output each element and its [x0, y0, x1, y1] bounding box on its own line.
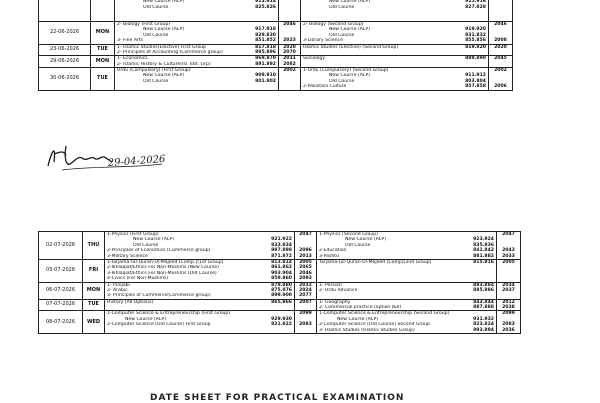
exam-date: 07-07-2026: [39, 299, 83, 311]
subject-code: 2007: [299, 299, 312, 305]
subject-code: 2032: [299, 282, 312, 288]
first-group-codes: [279, 56, 301, 68]
exam-date: 08-07-2026: [39, 311, 83, 334]
subject-text: 1-Physics (Second Group): [319, 232, 378, 237]
subject-text: 1-Urdu (Compulsory) (Second Group): [303, 68, 389, 74]
first-group-subjects: [105, 259, 295, 282]
paper-code: 813.814: [271, 259, 292, 265]
subject-text: 1- Punjabi: [107, 282, 130, 288]
subject-text: 2-Ikhlaqiat/Ethics For Non-Muslims (New Course): [107, 265, 219, 271]
second-group-subjects: [317, 282, 497, 299]
subject-code: 2005: [502, 259, 515, 265]
subject-text: 2- Commercial practice (option I&II): [319, 305, 402, 311]
subject-text: 1-Computer Science & Entrepreneurship (First Group): [107, 311, 231, 317]
subject-code: 2096: [299, 248, 312, 254]
first-group-codes: [279, 0, 301, 21]
paper-code: 909.910: [255, 73, 276, 79]
subject-text: 2- Biology (First Group): [117, 21, 171, 27]
subject-text: 1- Economics: [117, 56, 148, 62]
exam-date: 03-07-2026: [39, 259, 83, 282]
subject-text: 3-Military Science: [107, 253, 148, 259]
second-group-subjects: [301, 21, 489, 44]
subject-line: [319, 260, 494, 265]
paper-code: 831.832: [465, 32, 486, 38]
subject-text: Tarjama-Tul-Quran-Ul-Majeed (Comp)(2nd Group): [319, 259, 432, 265]
subject-code: 2070: [283, 49, 296, 55]
first-group-subjects: [115, 44, 279, 56]
paper-code: 823.824: [473, 322, 494, 328]
handwritten-signature: [42, 136, 192, 178]
date-sheet-table-top: [38, 0, 513, 91]
subject-code: 2093: [299, 276, 312, 282]
second-group-codes: [489, 56, 513, 68]
first-group-subjects: [105, 282, 295, 299]
table-row: [39, 282, 521, 299]
subject-line: [107, 300, 292, 305]
paper-code: 815.816: [473, 259, 494, 265]
table-row: [39, 68, 513, 91]
subject-code: 2038: [502, 305, 515, 311]
subject-line: [117, 16, 276, 21]
subject-line: [107, 254, 292, 259]
second-group-codes: [497, 299, 521, 311]
subject-code: 2005: [299, 259, 312, 265]
subject-line: [117, 50, 276, 55]
paper-code: 893.894: [473, 327, 494, 333]
paper-code: 891.892: [255, 61, 276, 67]
subject-text: 2- Biology (Second Group): [303, 21, 364, 27]
subject-text: Old Course: [143, 4, 169, 10]
subject-text: 3-Pashto: [319, 253, 339, 259]
table-row: [39, 259, 521, 282]
subject-line: [303, 5, 486, 10]
paper-code: 929.930: [271, 316, 292, 322]
subject-code: 2011: [283, 56, 296, 62]
footer-title: DATE SHEET FOR PRACTICAL EXAMINATION: [150, 393, 405, 403]
first-group-codes: [295, 232, 317, 260]
subject-text: 1- Persian: [319, 282, 342, 288]
paper-code: 801.802: [255, 78, 276, 84]
subject-text: New Course (ALP): [133, 237, 175, 243]
subject-code: 2006: [494, 84, 507, 90]
subject-text: 3- Principles of Commerce(Commerce group): [107, 293, 211, 299]
subject-text: Old Course: [143, 32, 169, 38]
paper-code: 851.852: [255, 38, 276, 44]
subject-code: 2023: [283, 38, 296, 44]
subject-text: Islamic Studies (Elective) (Second Group): [303, 44, 399, 50]
exam-date: 30-06-2026: [39, 68, 91, 91]
second-group-subjects: [301, 0, 489, 21]
second-group-codes: [497, 282, 521, 299]
second-group-subjects: [317, 232, 497, 260]
subject-text: 4-Civics (For Non-Muslims): [107, 276, 169, 282]
paper-code: 843.844: [473, 299, 494, 305]
exam-day: MON: [91, 56, 115, 68]
subject-line: [319, 254, 494, 259]
exam-date: 29-06-2026: [39, 56, 91, 68]
paper-code: 911.912: [465, 73, 486, 79]
first-group-codes: [295, 299, 317, 311]
subject-text: New Course (ALP): [125, 316, 167, 322]
subject-text: 2-Computer Science (Old Course) Second Group: [319, 322, 430, 328]
subject-code: [491, 5, 510, 10]
subject-text: New Course (ALP): [143, 73, 185, 79]
subject-code: 2047: [299, 232, 312, 237]
subject-line: [107, 322, 292, 327]
subject-text: 2-Principles of Economics (Commerce group): [107, 248, 211, 254]
paper-code: 857.858: [465, 84, 486, 90]
first-group-codes: [295, 311, 317, 334]
subject-text: 2- Urdu Advance: [319, 287, 358, 293]
subject-code: 2002: [283, 68, 296, 74]
paper-code: 827.828: [465, 4, 486, 10]
signature-date: 29-04-2026: [107, 153, 166, 169]
first-group-codes: [295, 282, 317, 299]
subject-text: History (All Options): [107, 299, 154, 305]
first-group-codes: [279, 21, 301, 44]
second-group-codes: [489, 21, 513, 44]
subject-code: 2065: [299, 265, 312, 271]
paper-code: 913.914: [255, 0, 276, 5]
first-group-subjects: [105, 232, 295, 260]
exam-day: THU: [83, 232, 105, 260]
exam-date: 02-07-2026: [39, 232, 83, 260]
subject-text: 3-Ikhlaqiat/Ethics For Non-Muslims (Old Course): [107, 270, 217, 276]
paper-code: 917.918: [255, 27, 276, 33]
paper-code: 869.870: [255, 56, 276, 62]
subject-text: Old Course: [143, 78, 169, 84]
exam-day: FRI: [83, 259, 105, 282]
subject-line: [117, 38, 276, 43]
subject-code: 2037: [502, 287, 515, 293]
second-group-subjects: [317, 259, 497, 282]
paper-code: 903.904: [271, 270, 292, 276]
second-group-codes: [489, 68, 513, 91]
subject-text: 3- Fine Arts: [117, 38, 144, 44]
second-group-subjects: [301, 68, 489, 91]
exam-date: 22-06-2026: [39, 21, 91, 44]
subject-text: Sociology: [303, 56, 326, 62]
table-row: [39, 299, 521, 311]
subject-text: New Course (ALP): [329, 73, 371, 79]
subject-code: 2008: [494, 38, 507, 44]
subject-text: 1-Computer Science & Entrepreneurship (Second Group): [319, 311, 450, 317]
subject-code: 2002: [494, 68, 507, 74]
subject-code: 2020: [283, 44, 296, 50]
first-group-subjects: [115, 56, 279, 68]
exam-day: TUE: [91, 44, 115, 56]
subject-text: 1- Geography: [319, 299, 351, 305]
subject-code: 2033: [502, 253, 515, 259]
subject-code: 2077: [299, 293, 312, 299]
paper-code: 861.862: [271, 265, 292, 271]
subject-text: Old Course: [329, 78, 355, 84]
subject-code: 2083: [502, 322, 515, 328]
exam-day: TUE: [91, 68, 115, 91]
subject-code: 2083: [299, 322, 312, 328]
subject-code: [281, 79, 298, 84]
subject-text: Old Course: [133, 242, 159, 248]
paper-code: 833.834: [271, 242, 292, 248]
second-group-codes: [489, 44, 513, 56]
subject-text: 1- Islamic Studies(Elective) First Group: [117, 44, 206, 50]
paper-code: 931.932: [473, 316, 494, 322]
table-row: [39, 311, 521, 334]
subject-text: New Course (ALP): [329, 0, 371, 5]
subject-text: New Course (ALP): [337, 316, 379, 322]
first-group-subjects: [115, 21, 279, 44]
first-group-codes: [279, 68, 301, 91]
subject-text: 1-Tarjama-Tul-Quran-Ul-Majeed (Comp.)(1st Group): [107, 259, 224, 265]
exam-day: TUE: [83, 299, 105, 311]
exam-date: 06-07-2026: [39, 282, 83, 299]
subject-text: 2-Computer Science (Old Course) First Group: [107, 322, 211, 328]
paper-code: 881.882: [473, 253, 494, 259]
second-group-codes: [489, 0, 513, 21]
first-group-codes: [279, 44, 301, 56]
exam-day: WED: [83, 311, 105, 334]
subject-code: 2046: [283, 21, 296, 27]
subject-code: 2012: [502, 299, 515, 305]
subject-text: 1-Physics (First Group): [107, 232, 159, 237]
exam-date: 23-06-2026: [39, 44, 91, 56]
subject-text: 2- Islamic History & Culture(Isl. Std. Grp): [117, 61, 211, 67]
second-group-subjects: [317, 311, 497, 334]
subject-text: New Course (ALP): [143, 0, 185, 5]
subject-text: Old Course: [329, 4, 355, 10]
subject-code: 2045: [494, 56, 507, 62]
paper-code: 895.896: [255, 49, 276, 55]
second-group-codes: [497, 259, 521, 282]
first-group-subjects: [115, 68, 279, 91]
subject-line: [107, 276, 292, 281]
table-row: [39, 44, 513, 56]
paper-code: 803.804: [465, 78, 486, 84]
subject-code: 2046: [299, 270, 312, 276]
subject-line: [117, 79, 276, 84]
table-row: [39, 21, 513, 44]
subject-text: New Course (ALP): [345, 237, 387, 243]
first-group-subjects: [115, 0, 279, 21]
paper-code: 885.886: [473, 287, 494, 293]
subject-code: 2034: [502, 282, 515, 288]
second-group-subjects: [301, 44, 489, 56]
paper-code: 835.836: [473, 242, 494, 248]
first-group-codes: [295, 259, 317, 282]
subject-code: 2047: [502, 232, 515, 237]
subject-code: 2099: [299, 311, 312, 317]
subject-line: [319, 305, 494, 310]
paper-code: 829.830: [255, 32, 276, 38]
subject-text: Old Course: [329, 32, 355, 38]
table-row: [39, 232, 521, 260]
paper-code: 821.822: [271, 322, 292, 328]
paper-code: 819.820: [465, 44, 486, 50]
subject-line: [107, 293, 292, 298]
subject-line: [319, 288, 494, 293]
subject-text: New Course (ALP): [329, 27, 371, 33]
date-sheet-table-bottom: [38, 231, 521, 334]
subject-line: [303, 84, 486, 89]
subject-code: 2082: [283, 61, 296, 67]
subject-code: 2043: [502, 248, 515, 254]
paper-code: 897.898: [271, 248, 292, 254]
subject-code: 2024: [299, 287, 312, 293]
subject-line: [303, 56, 486, 61]
subject-line: [303, 38, 486, 43]
paper-code: 825.826: [255, 4, 276, 10]
paper-code: 855.856: [465, 38, 486, 44]
subject-text: 3- Islamic Studies (Islamic Studies Group): [319, 327, 415, 333]
subject-text: 2- Arabic: [107, 287, 128, 293]
subject-code: 2036: [502, 327, 515, 333]
paper-code: 875.876: [271, 287, 292, 293]
paper-code: 817.818: [255, 44, 276, 50]
second-group-subjects: [301, 56, 489, 68]
paper-code: 921.922: [271, 237, 292, 243]
second-group-codes: [497, 232, 521, 260]
exam-date: [39, 0, 91, 21]
subject-code: [281, 16, 298, 21]
paper-code: 923.924: [473, 237, 494, 243]
paper-code: 899.900: [271, 293, 292, 299]
paper-code: 859.860: [271, 276, 292, 282]
paper-code: 889.890: [465, 56, 486, 62]
subject-text: Old Course: [345, 242, 371, 248]
subject-line: [303, 45, 486, 50]
paper-code: 883.884: [473, 282, 494, 288]
second-group-codes: [497, 311, 521, 334]
subject-text: New Course (ALP): [143, 27, 185, 33]
paper-code: 879.880: [271, 282, 292, 288]
paper-code: 887.888: [473, 305, 494, 311]
subject-code: 2020: [494, 44, 507, 50]
paper-code: 919.920: [465, 27, 486, 33]
subject-line: [117, 62, 276, 67]
second-group-subjects: [317, 299, 497, 311]
subject-code: 2013: [299, 253, 312, 259]
first-group-subjects: [105, 311, 295, 334]
paper-code: 841.842: [473, 248, 494, 254]
exam-day: MON: [91, 21, 115, 44]
exam-day: [91, 0, 115, 21]
subject-text: 2- Principles of Accounting (Commerce group): [117, 49, 223, 55]
subject-text: Urdu (Compulsory) (First Group): [117, 68, 191, 74]
table-row: [39, 56, 513, 68]
first-group-subjects: [105, 299, 295, 311]
subject-text: 3-Library Science: [303, 38, 343, 44]
exam-day: MON: [83, 282, 105, 299]
subject-code: 2099: [502, 311, 515, 317]
subject-line: [319, 328, 494, 333]
table-row: [39, 0, 513, 21]
subject-text: 2-Education: [319, 248, 347, 254]
paper-code: 865.866: [271, 299, 292, 305]
subject-text: 2-Pakistani Culture: [303, 84, 347, 90]
paper-code: 871.872: [271, 253, 292, 259]
subject-code: 2046: [494, 21, 507, 27]
paper-code: 915.916: [465, 0, 486, 5]
